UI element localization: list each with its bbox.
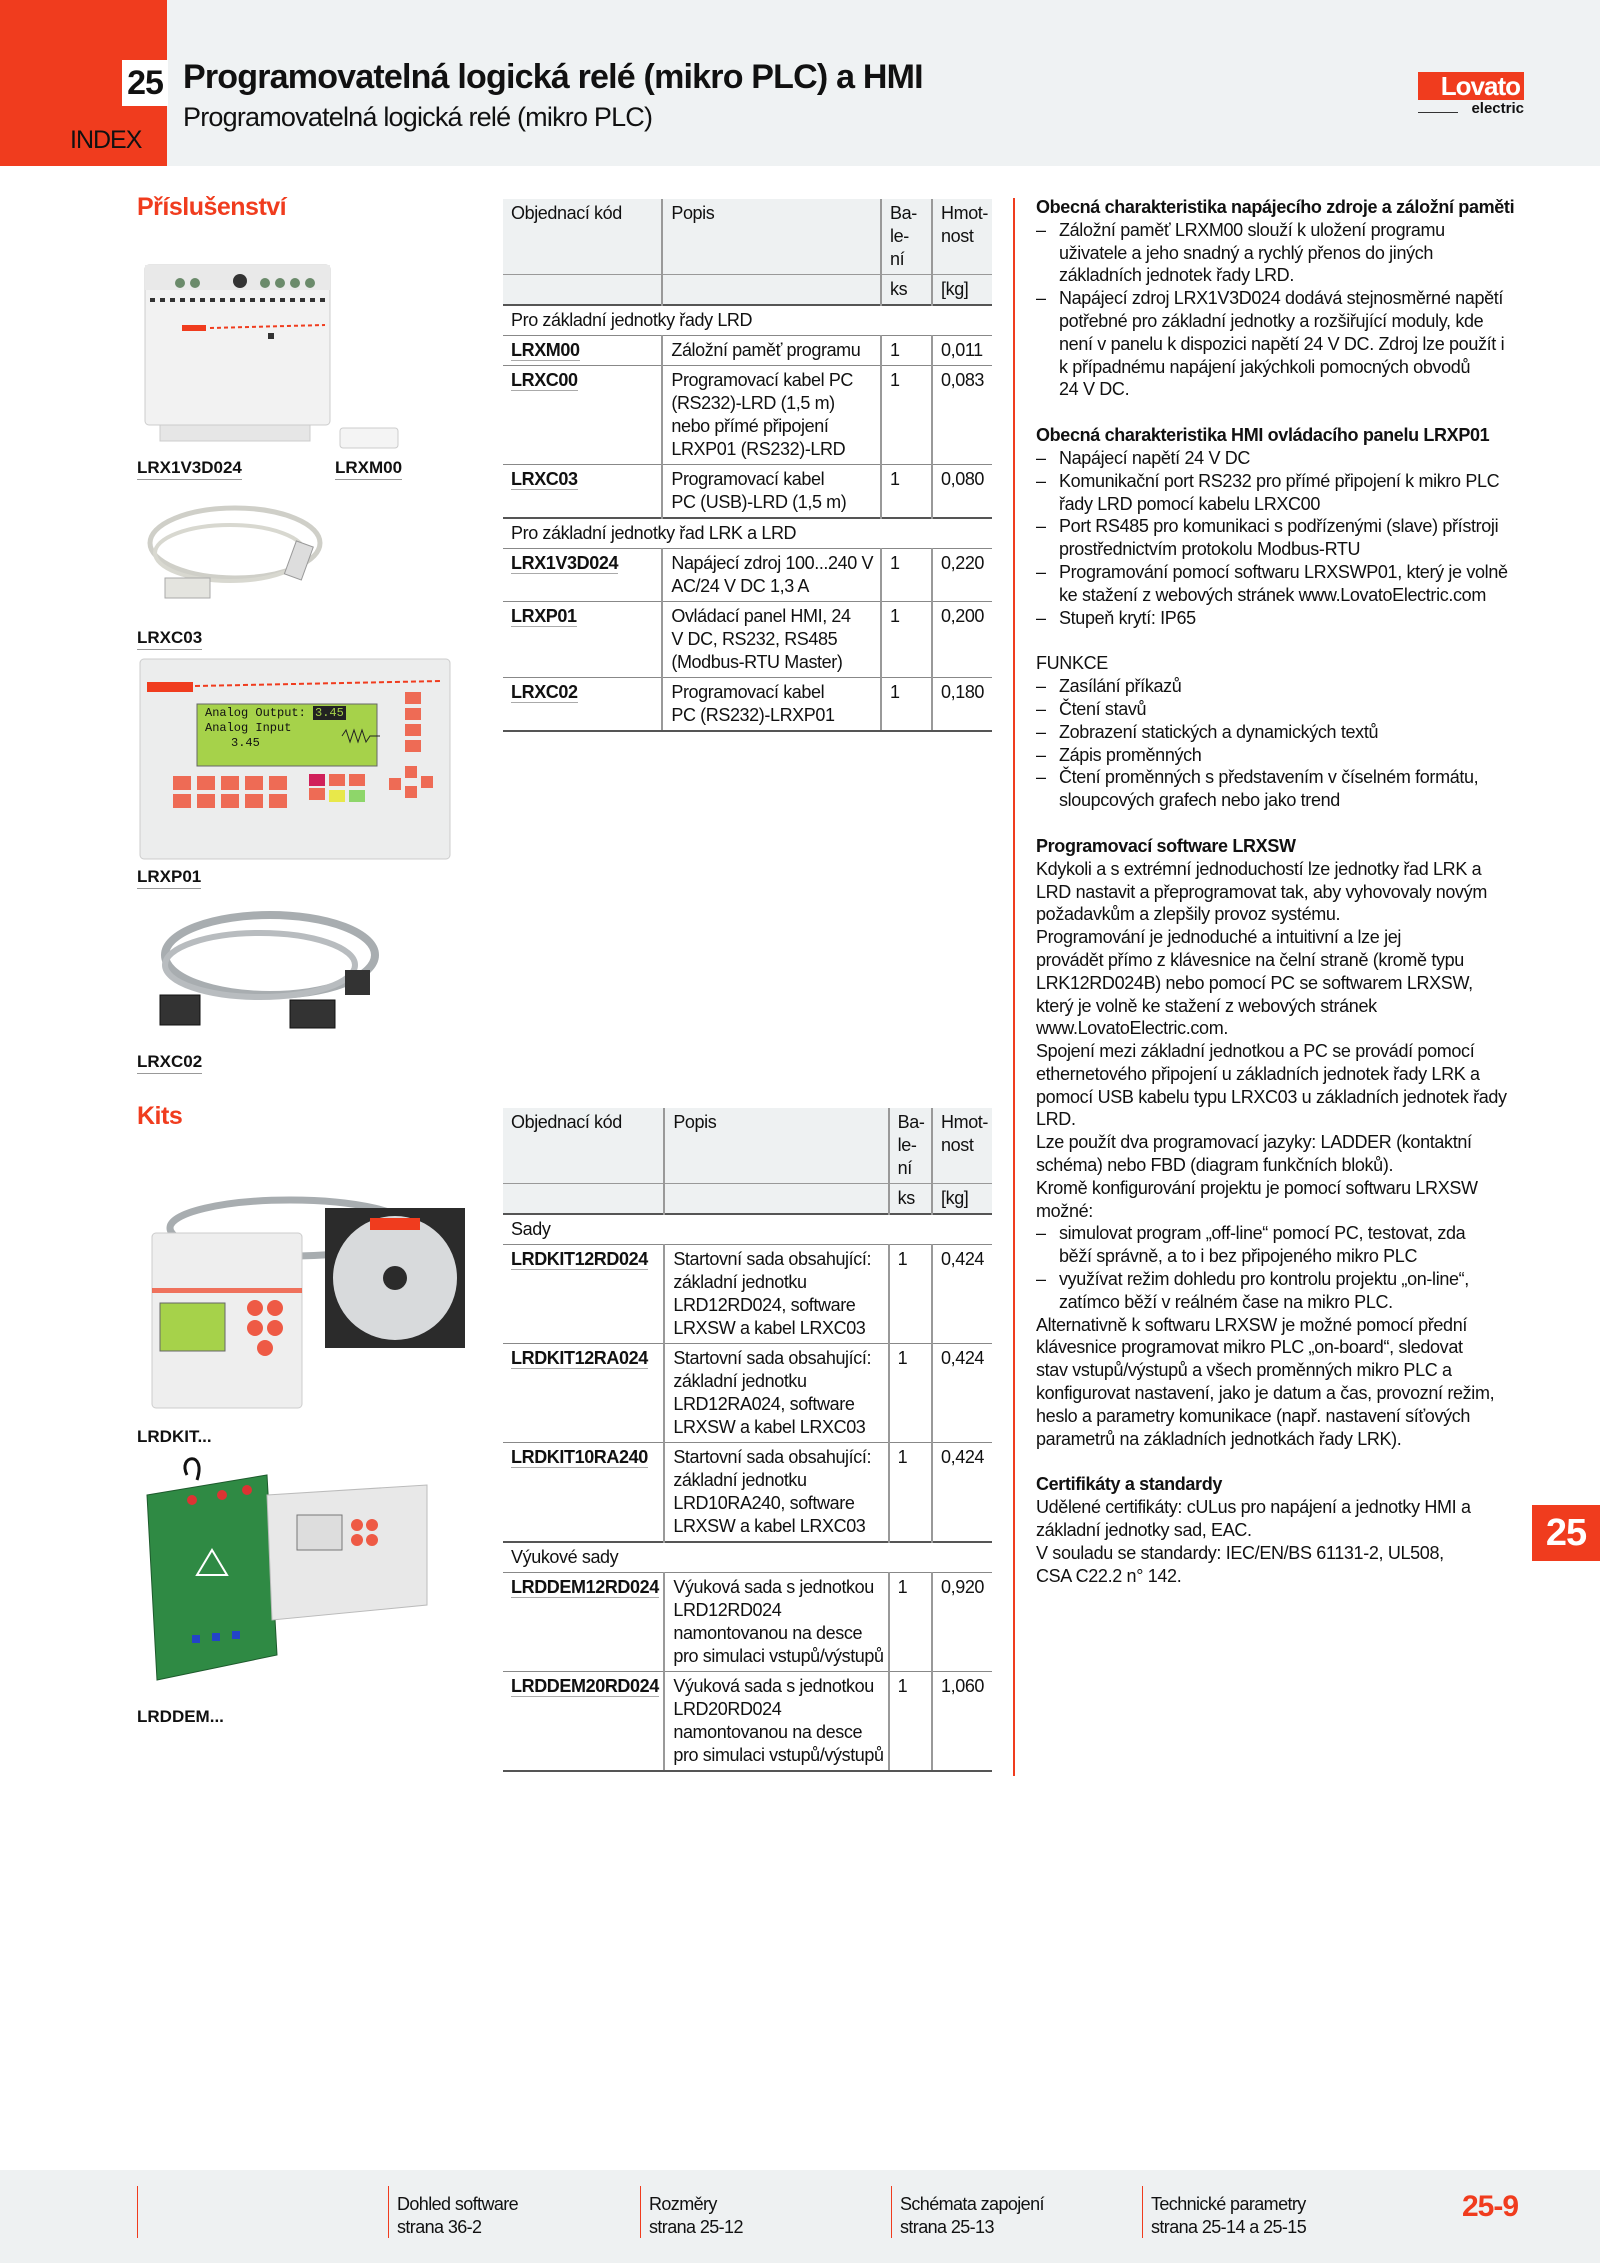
- weight-kg: 0,180: [932, 678, 992, 732]
- bullet-text: běží správně, a to i bez připojeného mikro PLC: [1059, 1246, 1418, 1267]
- unit-weight: [kg]: [932, 1184, 992, 1215]
- order-code-cell: [503, 1672, 664, 1772]
- table-units-row: [503, 1184, 992, 1215]
- bullet-line: [1036, 310, 1546, 333]
- footer-link-page: strana 25-13: [900, 2217, 994, 2237]
- bullet-text: uživatele a jeho snadný a rychlý přenos do jiných: [1059, 242, 1434, 263]
- paragraph-line: LRK12RD024B) nebo pomocí PC se softwarem LRXSW,: [1036, 972, 1473, 993]
- bullet-line: [1036, 333, 1546, 356]
- description-line: namontovanou na desce: [673, 1722, 863, 1742]
- description-line: LRD12RD024, software: [673, 1295, 856, 1315]
- table-row: [503, 602, 992, 678]
- pack-qty: 1: [889, 1245, 932, 1344]
- bullet-dash: –: [1036, 676, 1046, 697]
- bullet-line: [1036, 607, 1546, 630]
- product-image-lrxc02: [140, 900, 385, 1045]
- weight-kg: 0,424: [932, 1443, 992, 1543]
- paragraph-line: parametrů na základních jednotkách řady LRK).: [1036, 1428, 1402, 1449]
- bullet-dash: –: [1036, 561, 1046, 582]
- paragraph-line: provádět přímo z klávesnice na čelní straně (kromě typu: [1036, 949, 1464, 970]
- bullet-text: sloupcových grafech nebo jako trend: [1059, 790, 1340, 811]
- product-image-lrxm00: [338, 424, 400, 452]
- bullet-line: [1036, 698, 1546, 721]
- column-header-weight-line: Hmot-: [941, 203, 988, 223]
- description-line: PC (RS232)-LRXP01: [671, 705, 835, 725]
- footer-divider: [388, 2186, 389, 2238]
- bullet-line: [1036, 561, 1546, 584]
- description-cell: [662, 549, 881, 602]
- footer-divider: [640, 2186, 641, 2238]
- table-header-row: [503, 1108, 992, 1184]
- description-line: pro simulaci vstupů/výstupů: [673, 1745, 884, 1765]
- hmi-value-2: 3.45: [231, 736, 260, 750]
- footer-link-page: strana 25-12: [649, 2217, 743, 2237]
- bullet-text: zatímco běží v reálném čase na mikro PLC.: [1059, 1291, 1393, 1312]
- spacer: [1036, 629, 1546, 652]
- bullet-line: [1036, 1245, 1546, 1268]
- paragraph-line: ethernetového připojení u základních jednotek řady LRK a: [1036, 1063, 1480, 1084]
- section-heading: Obecná charakteristika napájecího zdroje a záložní paměti: [1036, 197, 1515, 217]
- paragraph-line: Spojení mezi základní jednotkou a PC se provádí pomocí: [1036, 1041, 1475, 1062]
- bullet-text: Port RS485 pro komunikaci s podřízenými (slave) přístroji: [1059, 516, 1499, 537]
- table-section-row: [503, 1214, 992, 1245]
- description-line: základní jednotku: [673, 1371, 807, 1391]
- table-row: [503, 1672, 992, 1772]
- description-cell: [664, 1245, 888, 1344]
- order-code-link[interactable]: LRXP01: [511, 606, 577, 626]
- description-line: LRD12RA024, software: [673, 1394, 855, 1414]
- column-header-pack-line: Ba-: [897, 1112, 925, 1132]
- section-title: Pro základní jednotky řady LRD: [503, 305, 992, 336]
- bullet-text: Zasílání příkazů: [1059, 676, 1182, 697]
- kits-heading: Kits: [137, 1102, 183, 1130]
- bullet-line: [1036, 493, 1546, 516]
- pack-qty: 1: [889, 1573, 932, 1672]
- bullet-text: není v panelu k dispozici napětí 24 V DC. Zdroj lze použít i: [1059, 333, 1505, 354]
- paragraph-line: CSA C22.2 n° 142.: [1036, 1565, 1182, 1586]
- product-label-lrdkit: LRDKIT...: [137, 1427, 212, 1446]
- paragraph-line: klávesnice programovat mikro PLC „on-board“, sledovat: [1036, 1337, 1463, 1358]
- column-header-pack-line: le-: [890, 226, 909, 246]
- section-heading: Certifikáty a standardy: [1036, 1474, 1223, 1495]
- column-header-code: Objednací kód: [503, 1108, 664, 1184]
- paragraph-line: pomocí USB kabelu typu LRXC03 u základních jednotek řady: [1036, 1086, 1507, 1107]
- pack-qty: 1: [889, 1672, 932, 1772]
- footer-link-2[interactable]: [649, 2193, 743, 2239]
- section-title: Sady: [503, 1214, 992, 1245]
- weight-kg: 0,424: [932, 1344, 992, 1443]
- paragraph-line: Kdykoli a s extrémní jednoduchostí lze jednotky řad LRK a: [1036, 858, 1482, 879]
- order-code-link[interactable]: LRXC03: [511, 469, 578, 489]
- paragraph-line: možné:: [1036, 1200, 1093, 1221]
- pack-qty: 1: [881, 678, 932, 732]
- bullet-text: Čtení stavů: [1059, 698, 1147, 719]
- bullet-text: Zobrazení statických a dynamických textů: [1059, 721, 1379, 742]
- description-line: Záložní paměť programu: [671, 340, 861, 360]
- bullet-text: Stupeň krytí: IP65: [1059, 607, 1196, 628]
- description-line: nebo přímé připojení: [671, 416, 829, 436]
- paragraph-line: schéma) nebo FBD (diagram funkčních bloků).: [1036, 1155, 1394, 1176]
- column-header-description: Popis: [662, 199, 881, 275]
- paragraph-line: stav vstupů/výstupů a všech proměnných mikro PLC a: [1036, 1360, 1452, 1381]
- paragraph-line: Programování je jednoduché a intuitivní a lze jej: [1036, 927, 1402, 948]
- weight-kg: 1,060: [932, 1672, 992, 1772]
- order-code-cell: [503, 1573, 664, 1672]
- order-code-link[interactable]: LRXC02: [511, 682, 578, 702]
- description-line: Programovací kabel: [671, 682, 825, 702]
- paragraph-line: Lze použít dva programovací jazyky: LADDER (kontaktní: [1036, 1132, 1472, 1153]
- bullet-text: Napájecí napětí 24 V DC: [1059, 447, 1251, 468]
- page-title: Programovatelná logická relé (mikro PLC) a HMI: [183, 58, 923, 96]
- order-code-cell: [503, 1245, 664, 1344]
- unit-pack: ks: [889, 1184, 932, 1215]
- footer-link-3[interactable]: [900, 2193, 1044, 2239]
- chapter-side-tab[interactable]: 25: [1532, 1505, 1600, 1561]
- bullet-text: potřebné pro základní jednotky a rozšiřující moduly, kde: [1059, 310, 1484, 331]
- footer-link-title: Technické parametry: [1151, 2194, 1306, 2214]
- bullet-line: [1036, 287, 1546, 310]
- footer-divider: [891, 2186, 892, 2238]
- order-code-link[interactable]: LRDDEM12RD024: [511, 1577, 659, 1597]
- bullet-line: [1036, 1268, 1546, 1291]
- paragraph-line: heslo a parametry komunikace (např. nastavení síťových: [1036, 1405, 1471, 1426]
- index-link[interactable]: INDEX: [70, 126, 142, 154]
- logo-wordmark: Lovato: [1418, 72, 1524, 100]
- column-header-pack-line: ní: [890, 249, 905, 269]
- description-cell: [664, 1672, 888, 1772]
- table-header-row: [503, 199, 992, 275]
- column-header-pack-line: Ba-: [890, 203, 917, 223]
- kits-table: [503, 1108, 992, 1772]
- bullet-text: Zápis proměnných: [1059, 744, 1202, 765]
- description-cell: [662, 602, 881, 678]
- order-code-link[interactable]: LRDKIT12RD024: [511, 1249, 648, 1269]
- bullet-text: Záložní paměť LRXM00 slouží k uložení programu: [1059, 219, 1445, 240]
- footer-link-page: strana 25-14 a 25-15: [1151, 2217, 1307, 2237]
- pack-qty: 1: [881, 549, 932, 602]
- description-cell: [664, 1443, 888, 1543]
- paragraph-line: základní jednotky sad, EAC.: [1036, 1520, 1252, 1541]
- bullet-dash: –: [1036, 721, 1046, 742]
- table-section-row: [503, 305, 992, 336]
- spacer: [1036, 812, 1546, 835]
- bullet-dash: –: [1036, 288, 1046, 309]
- product-label-lrddem: LRDDEM...: [137, 1707, 224, 1726]
- pack-qty: 1: [881, 602, 932, 678]
- description-column: [1036, 196, 1546, 1587]
- product-label-lrxc03: LRXC03: [137, 628, 202, 650]
- weight-kg: 0,083: [932, 366, 992, 465]
- bullet-dash: –: [1036, 516, 1046, 537]
- order-code-cell: [503, 465, 662, 519]
- column-header-weight: [932, 199, 992, 275]
- description-line: Výuková sada s jednotkou: [673, 1577, 874, 1597]
- description-line: namontovanou na desce: [673, 1623, 863, 1643]
- product-label-lrx1v3d024: LRX1V3D024: [137, 458, 242, 480]
- column-header-pack-line: ní: [897, 1158, 912, 1178]
- logo-subtext: electric: [1418, 100, 1524, 117]
- order-code-link[interactable]: LRDKIT12RA024: [511, 1348, 648, 1368]
- column-header-code: Objednací kód: [503, 199, 662, 275]
- footer-link-1[interactable]: [397, 2193, 518, 2239]
- column-header-description: Popis: [664, 1108, 888, 1184]
- bullet-text: využívat režim dohledu pro kontrolu projektu „on-line“,: [1059, 1269, 1469, 1290]
- column-header-pack-line: le-: [897, 1135, 917, 1155]
- description-line: základní jednotku: [673, 1272, 807, 1292]
- pack-qty: 1: [881, 366, 932, 465]
- description-line: Programovací kabel: [671, 469, 825, 489]
- description-line: LRXP01 (RS232)-LRD: [671, 439, 846, 459]
- bullet-text: Komunikační port RS232 pro přímé připojení k mikro PLC: [1059, 470, 1500, 491]
- order-code-cell: [503, 1344, 664, 1443]
- order-code-cell: [503, 1443, 664, 1543]
- description-line: PC (USB)-LRD (1,5 m): [671, 492, 847, 512]
- description-line: AC/24 V DC 1,3 A: [671, 576, 810, 596]
- table-row: [503, 465, 992, 519]
- table-row: [503, 1344, 992, 1443]
- section-title: Pro základní jednotky řad LRK a LRD: [503, 518, 992, 549]
- order-code-cell: [503, 678, 662, 732]
- footer-divider: [137, 2186, 138, 2238]
- description-cell: [664, 1573, 888, 1672]
- description-line: Výuková sada s jednotkou: [673, 1676, 874, 1696]
- paragraph-line: Udělené certifikáty: cULus pro napájení a jednotky HMI a: [1036, 1497, 1471, 1518]
- paragraph-line: www.LovatoElectric.com.: [1036, 1018, 1229, 1039]
- table-section-row: [503, 1542, 992, 1573]
- bullet-dash: –: [1036, 470, 1046, 491]
- bullet-dash: –: [1036, 744, 1046, 765]
- description-line: Startovní sada obsahující:: [673, 1447, 872, 1467]
- description-line: LRD20RD024: [673, 1699, 782, 1719]
- product-image-lrx1v3d024: [140, 255, 340, 447]
- description-line: pro simulaci vstupů/výstupů: [673, 1646, 884, 1666]
- pack-qty: 1: [889, 1443, 932, 1543]
- bullet-line: [1036, 766, 1546, 789]
- description-cell: [662, 336, 881, 366]
- table-row: [503, 1573, 992, 1672]
- bullet-text: Napájecí zdroj LRX1V3D024 dodává stejnosměrné napětí: [1059, 288, 1504, 309]
- section-heading: Obecná charakteristika HMI ovládacího panelu LRXP01: [1036, 425, 1490, 446]
- weight-kg: 0,220: [932, 549, 992, 602]
- weight-kg: 0,920: [932, 1573, 992, 1672]
- paragraph-line: konfigurovat nastavení, jako je datum a čas, provozní režim,: [1036, 1383, 1495, 1404]
- bullet-dash: –: [1036, 219, 1046, 240]
- section-title: Výukové sady: [503, 1542, 992, 1573]
- accessories-table: [503, 199, 992, 732]
- bullet-text: k případnému napájení jakýchkoli pomocných obvodů: [1059, 356, 1471, 377]
- column-divider: [1013, 198, 1015, 1776]
- page-footer: [0, 2170, 1600, 2263]
- product-label-lrxm00: LRXM00: [335, 458, 402, 480]
- accessories-heading: Příslušenství: [137, 193, 287, 221]
- product-image-lrdkit: [140, 1188, 470, 1416]
- table-row: [503, 336, 992, 366]
- column-header-pack: [889, 1108, 932, 1184]
- bullet-line: [1036, 538, 1546, 561]
- description-line: Startovní sada obsahující:: [673, 1249, 872, 1269]
- bullet-line: [1036, 219, 1546, 242]
- column-header-pack: [881, 199, 932, 275]
- product-image-lrxp01: [137, 656, 453, 864]
- product-image-lrxc03: [140, 498, 330, 623]
- bullet-line: [1036, 515, 1546, 538]
- table-row: [503, 1245, 992, 1344]
- unit-weight: [kg]: [932, 275, 992, 306]
- description-line: Napájecí zdroj 100...240 V: [671, 553, 874, 573]
- order-code-link[interactable]: LRDDEM20RD024: [511, 1676, 659, 1696]
- spacer: [1036, 1450, 1546, 1473]
- bullet-text: Programování pomocí softwaru LRXSWP01, který je volně: [1059, 561, 1508, 582]
- bullet-dash: –: [1036, 1223, 1046, 1244]
- footer-link-title: Dohled software: [397, 2194, 519, 2214]
- paragraph-line: požadavkům a zlepšily provoz systému.: [1036, 904, 1341, 925]
- footer-link-title: Rozměry: [649, 2194, 717, 2214]
- chapter-number: 25: [122, 60, 168, 106]
- order-code-link[interactable]: LRDKIT10RA240: [511, 1447, 648, 1467]
- table-section-row: [503, 518, 992, 549]
- footer-divider: [1142, 2186, 1143, 2238]
- table-units-row: [503, 275, 992, 306]
- column-header-weight-line: nost: [941, 226, 974, 246]
- description-line: V DC, RS232, RS485: [671, 629, 838, 649]
- description-line: LRXSW a kabel LRXC03: [673, 1417, 866, 1437]
- unit-pack: ks: [881, 275, 932, 306]
- table-row: [503, 366, 992, 465]
- bullet-line: [1036, 447, 1546, 470]
- bullet-line: [1036, 264, 1546, 287]
- bullet-line: [1036, 721, 1546, 744]
- description-line: LRXSW a kabel LRXC03: [673, 1318, 866, 1338]
- table-row: [503, 678, 992, 732]
- bullet-text: základních jednotek řady LRD.: [1059, 265, 1294, 286]
- description-cell: [664, 1344, 888, 1443]
- order-code-cell: [503, 366, 662, 465]
- order-code-link[interactable]: LRXC00: [511, 370, 578, 390]
- paragraph-line: LRD.: [1036, 1109, 1076, 1130]
- bullet-dash: –: [1036, 607, 1046, 628]
- bullet-line: [1036, 470, 1546, 493]
- lovato-logo: [1418, 72, 1524, 117]
- hmi-line-2: Analog Input: [205, 721, 292, 735]
- bullet-line: [1036, 675, 1546, 698]
- bullet-dash: –: [1036, 447, 1046, 468]
- column-header-weight-line: nost: [941, 1135, 974, 1155]
- product-label-lrxc02: LRXC02: [137, 1052, 202, 1074]
- column-header-weight-line: Hmot-: [941, 1112, 988, 1132]
- footer-link-page: strana 36-2: [397, 2217, 482, 2237]
- description-line: Programovací kabel PC: [671, 370, 854, 390]
- weight-kg: 0,011: [932, 336, 992, 366]
- bullet-text: ke stažení z webových stránek www.LovatoElectric.com: [1059, 584, 1486, 605]
- product-image-lrddem: [137, 1455, 432, 1690]
- bullet-line: [1036, 378, 1546, 401]
- description-line: základní jednotku: [673, 1470, 807, 1490]
- paragraph-line: LRD nastavit a přeprogramovat tak, aby vyhovovaly novým: [1036, 881, 1487, 902]
- footer-link-title: Schémata zapojení: [900, 2194, 1044, 2214]
- bullet-text: simulovat program „off-line“ pomocí PC, testovat, zda: [1059, 1223, 1466, 1244]
- bullet-line: [1036, 1222, 1546, 1245]
- description-line: LRD10RA240, software: [673, 1493, 855, 1513]
- hmi-display: [205, 706, 346, 751]
- paragraph-line: V souladu se standardy: IEC/EN/BS 61131-2, UL508,: [1036, 1542, 1444, 1563]
- description-line: (Modbus-RTU Master): [671, 652, 843, 672]
- bullet-dash: –: [1036, 767, 1046, 788]
- pack-qty: 1: [889, 1344, 932, 1443]
- pack-qty: 1: [881, 465, 932, 519]
- order-code-cell: [503, 549, 662, 602]
- spacer: [1036, 401, 1546, 424]
- bullet-text: Čtení proměnných s představením v číselném formátu,: [1059, 767, 1479, 788]
- bullet-text: prostřednictvím protokolu Modbus-RTU: [1059, 539, 1361, 560]
- bullet-line: [1036, 744, 1546, 767]
- section-heading: Programovací software LRXSW: [1036, 835, 1296, 856]
- order-code-link[interactable]: LRXM00: [511, 340, 580, 360]
- product-label-lrxp01: LRXP01: [137, 867, 201, 889]
- footer-link-4[interactable]: [1151, 2193, 1306, 2239]
- bullet-line: [1036, 1291, 1546, 1314]
- bullet-text: řady LRD pomocí kabelu LRXC00: [1059, 493, 1320, 514]
- description-line: (RS232)-LRD (1,5 m): [671, 393, 835, 413]
- description-line: LRXSW a kabel LRXC03: [673, 1516, 866, 1536]
- bullet-line: [1036, 789, 1546, 812]
- table-row: [503, 1443, 992, 1543]
- page-subtitle: Programovatelná logická relé (mikro PLC): [183, 102, 653, 132]
- column-header-weight: [932, 1108, 992, 1184]
- bullet-line: [1036, 242, 1546, 265]
- bullet-dash: –: [1036, 1269, 1046, 1290]
- paragraph-line: který je volně ke stažení z webových stránek: [1036, 995, 1377, 1016]
- description-cell: [662, 678, 881, 732]
- bullet-line: [1036, 356, 1546, 379]
- paragraph-line: FUNKCE: [1036, 653, 1108, 674]
- order-code-cell: [503, 336, 662, 366]
- order-code-cell: [503, 602, 662, 678]
- hmi-line-1: Analog Output:: [205, 706, 306, 720]
- paragraph-line: Kromě konfigurování projektu je pomocí softwaru LRXSW: [1036, 1177, 1478, 1198]
- page-number: 25-9: [1462, 2190, 1519, 2223]
- bullet-line: [1036, 584, 1546, 607]
- pack-qty: 1: [881, 336, 932, 366]
- weight-kg: 0,080: [932, 465, 992, 519]
- description-cell: [662, 366, 881, 465]
- description-line: Startovní sada obsahující:: [673, 1348, 872, 1368]
- bullet-dash: –: [1036, 698, 1046, 719]
- description-cell: [662, 465, 881, 519]
- description-line: Ovládací panel HMI, 24: [671, 606, 851, 626]
- weight-kg: 0,200: [932, 602, 992, 678]
- order-code-link[interactable]: LRX1V3D024: [511, 553, 619, 573]
- description-line: LRD12RD024: [673, 1600, 782, 1620]
- hmi-value-1: 3.45: [315, 706, 344, 720]
- bullet-text: 24 V DC.: [1059, 379, 1130, 400]
- table-row: [503, 549, 992, 602]
- weight-kg: 0,424: [932, 1245, 992, 1344]
- paragraph-line: Alternativně k softwaru LRXSW je možné pomocí přední: [1036, 1314, 1468, 1335]
